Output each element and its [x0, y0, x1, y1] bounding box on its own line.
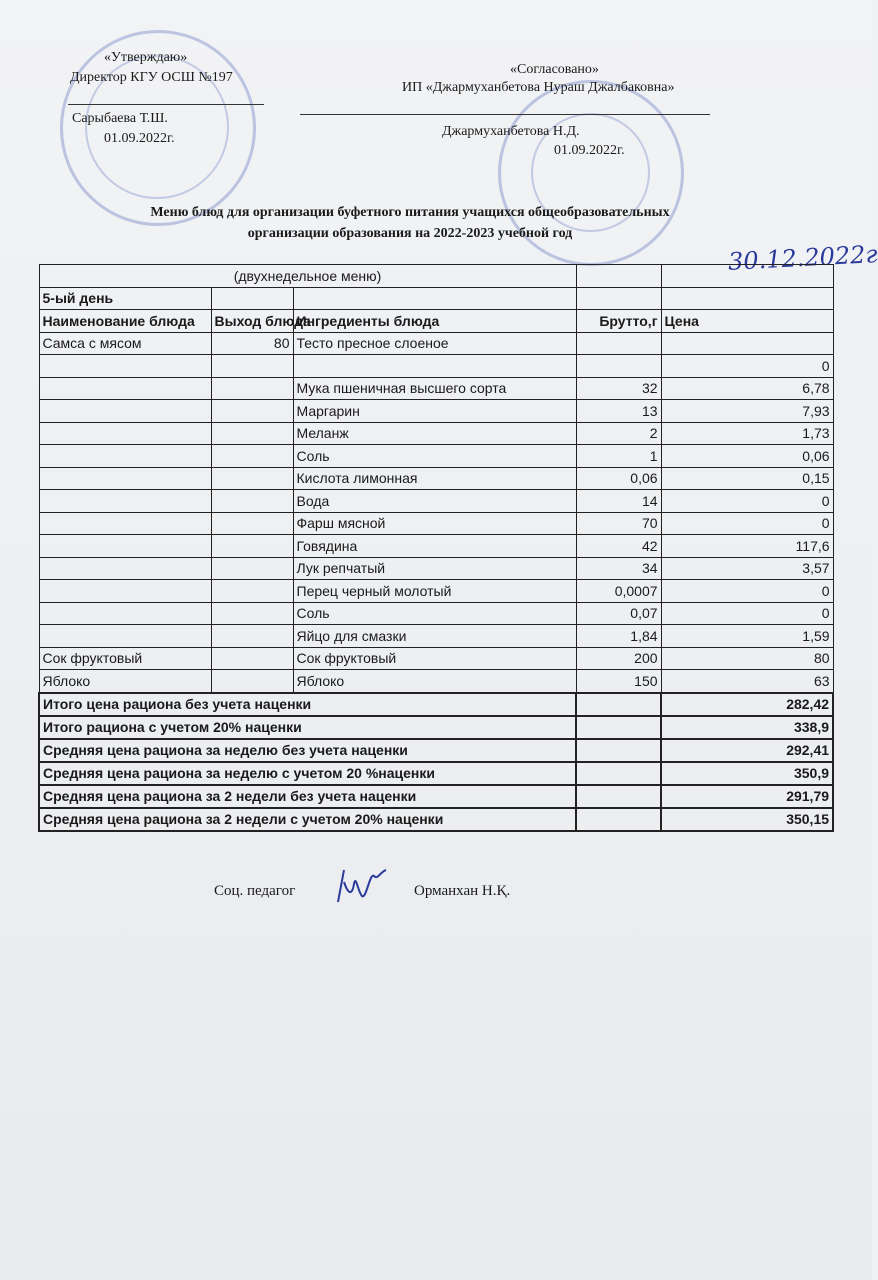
total-value: 282,42	[661, 693, 833, 716]
total-row	[39, 808, 833, 831]
cell-dish	[39, 422, 211, 445]
cell-price: 63	[661, 670, 833, 693]
total-label: Итого цена рациона без учета наценки	[39, 693, 576, 716]
footer-name: Орманхан Н.Қ.	[414, 883, 511, 899]
cell-ingredient: Говядина	[293, 535, 576, 558]
signature-image	[330, 862, 390, 910]
cell-dish	[39, 557, 211, 580]
agreement-signature-line	[300, 114, 710, 115]
cell-gross	[576, 355, 661, 378]
cell-gross: 34	[576, 557, 661, 580]
cell-price: 6,78	[661, 377, 833, 400]
cell-dish	[39, 467, 211, 490]
cell-yield	[211, 422, 293, 445]
cell-yield	[211, 512, 293, 535]
cell-yield	[211, 445, 293, 468]
cell-yield	[211, 467, 293, 490]
cell-dish	[39, 535, 211, 558]
approve-label: «Утверждаю»	[104, 50, 188, 65]
table-row	[39, 332, 833, 355]
cell-ingredient: Меланж	[293, 422, 576, 445]
total-value: 338,9	[661, 716, 833, 739]
cell-gross: 150	[576, 670, 661, 693]
table-caption: (двухнедельное меню)	[39, 265, 576, 288]
approval-signature-line	[68, 104, 264, 105]
total-label: Средняя цена рациона за 2 недели без учета наценки	[39, 785, 576, 808]
cell-gross: 1	[576, 445, 661, 468]
table-row	[39, 647, 833, 670]
total-row	[39, 716, 833, 739]
cell-yield	[211, 535, 293, 558]
cell-yield	[211, 625, 293, 648]
cell-dish	[39, 512, 211, 535]
total-row	[39, 693, 833, 716]
cell-gross: 13	[576, 400, 661, 423]
cell-ingredient: Кислота лимонная	[293, 467, 576, 490]
cell-yield	[211, 490, 293, 513]
table-row	[39, 400, 833, 423]
cell-yield	[211, 400, 293, 423]
approval-date: 01.09.2022г.	[104, 131, 175, 146]
cell-yield	[211, 670, 293, 693]
cell-price: 0	[661, 355, 833, 378]
menu-table	[38, 264, 834, 832]
header-ingredients: Ингредиенты блюда	[293, 310, 576, 333]
director-name: Сарыбаева Т.Ш.	[72, 111, 168, 126]
cell-gross: 1,84	[576, 625, 661, 648]
cell-gross: 0,0007	[576, 580, 661, 603]
cell-dish	[39, 602, 211, 625]
cell-yield: 80	[211, 332, 293, 355]
cell-ingredient: Лук репчатый	[293, 557, 576, 580]
cell-yield	[211, 557, 293, 580]
cell-yield	[211, 580, 293, 603]
entrepreneur-title: ИП «Джармуханбетова Нураш Джалбаковна»	[402, 80, 675, 95]
cell-gross: 200	[576, 647, 661, 670]
cell-ingredient: Маргарин	[293, 400, 576, 423]
cell-dish	[39, 625, 211, 648]
total-value: 292,41	[661, 739, 833, 762]
handwritten-date: 30.12.2022г	[727, 240, 878, 276]
cell-price: 80	[661, 647, 833, 670]
cell-dish: Самса с мясом	[39, 332, 211, 355]
entrepreneur-name: Джармуханбетова Н.Д.	[442, 124, 580, 139]
footer-role: Соц. педагог	[214, 883, 296, 899]
cell-price: 0	[661, 602, 833, 625]
cell-yield	[211, 377, 293, 400]
cell-ingredient: Соль	[293, 602, 576, 625]
cell-price: 0,15	[661, 467, 833, 490]
cell-price: 3,57	[661, 557, 833, 580]
header-gross: Брутто,г	[576, 310, 661, 333]
cell-dish	[39, 400, 211, 423]
table-row	[39, 602, 833, 625]
cell-price: 0	[661, 512, 833, 535]
agreement-date: 01.09.2022г.	[554, 143, 625, 158]
cell-gross: 32	[576, 377, 661, 400]
agreed-label: «Согласовано»	[510, 62, 599, 77]
cell-gross	[576, 332, 661, 355]
cell-ingredient: Мука пшеничная высшего сорта	[293, 377, 576, 400]
cell-dish	[39, 580, 211, 603]
total-value: 291,79	[661, 785, 833, 808]
cell-dish	[39, 355, 211, 378]
director-title: Директор КГУ ОСШ №197	[70, 70, 233, 85]
table-row	[39, 557, 833, 580]
day-row	[39, 287, 833, 310]
cell-gross: 0,07	[576, 602, 661, 625]
cell-dish: Сок фруктовый	[39, 647, 211, 670]
cell-gross: 2	[576, 422, 661, 445]
cell-dish	[39, 445, 211, 468]
table-row	[39, 490, 833, 513]
total-row	[39, 739, 833, 762]
cell-ingredient: Вода	[293, 490, 576, 513]
table-row	[39, 535, 833, 558]
cell-ingredient: Фарш мясной	[293, 512, 576, 535]
total-row	[39, 785, 833, 808]
header-price: Цена	[661, 310, 833, 333]
header-row	[39, 310, 833, 333]
cell-dish: Яблоко	[39, 670, 211, 693]
table-row	[39, 377, 833, 400]
cell-gross: 42	[576, 535, 661, 558]
table-row	[39, 355, 833, 378]
cell-yield	[211, 355, 293, 378]
cell-dish	[39, 490, 211, 513]
table-row	[39, 625, 833, 648]
cell-ingredient: Перец черный молотый	[293, 580, 576, 603]
cell-gross: 70	[576, 512, 661, 535]
header-dish: Наименование блюда	[39, 310, 211, 333]
cell-price: 0	[661, 580, 833, 603]
caption-row	[39, 265, 833, 288]
total-value: 350,15	[661, 808, 833, 831]
cell-price: 0	[661, 490, 833, 513]
cell-price: 7,93	[661, 400, 833, 423]
cell-yield	[211, 647, 293, 670]
table-row	[39, 422, 833, 445]
total-label: Средняя цена рациона за неделю без учета наценки	[39, 739, 576, 762]
table-row	[39, 445, 833, 468]
cell-dish	[39, 377, 211, 400]
cell-price: 117,6	[661, 535, 833, 558]
total-row	[39, 762, 833, 785]
total-label: Средняя цена рациона за 2 недели с учетом 20% наценки	[39, 808, 576, 831]
cell-gross: 14	[576, 490, 661, 513]
cell-ingredient: Сок фруктовый	[293, 647, 576, 670]
cell-ingredient: Соль	[293, 445, 576, 468]
title-line-1: Меню блюд для организации буфетного питания учащихся общеобразовательных	[150, 205, 670, 220]
header-yield: Выход блюда	[211, 310, 293, 333]
cell-gross: 0,06	[576, 467, 661, 490]
cell-ingredient: Яблоко	[293, 670, 576, 693]
total-value: 350,9	[661, 762, 833, 785]
table-row	[39, 580, 833, 603]
total-label: Средняя цена рациона за неделю с учетом 20 %наценки	[39, 762, 576, 785]
title-line-2: организации образования на 2022-2023 учебной год	[247, 226, 573, 241]
table-row	[39, 670, 833, 693]
cell-ingredient: Тесто пресное слоеное	[293, 332, 576, 355]
table-row	[39, 512, 833, 535]
cell-price: 1,59	[661, 625, 833, 648]
day-label: 5-ый день	[39, 287, 211, 310]
cell-price: 1,73	[661, 422, 833, 445]
cell-yield	[211, 602, 293, 625]
cell-ingredient	[293, 355, 576, 378]
cell-price	[661, 332, 833, 355]
table-row	[39, 467, 833, 490]
cell-ingredient: Яйцо для смазки	[293, 625, 576, 648]
cell-price: 0,06	[661, 445, 833, 468]
total-label: Итого рациона с учетом 20% наценки	[39, 716, 576, 739]
